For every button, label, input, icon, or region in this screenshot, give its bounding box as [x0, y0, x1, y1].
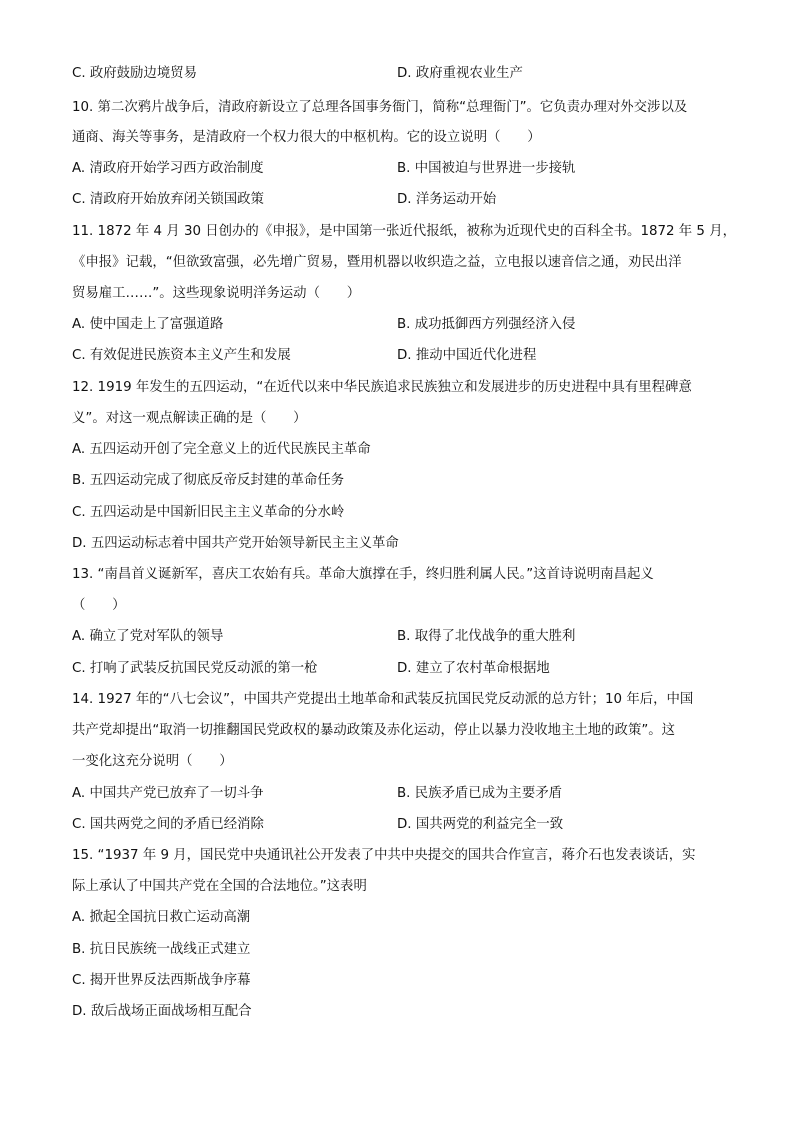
q13-option-a: A. 确立了党对军队的领导 [72, 629, 224, 644]
q14-option-b: B. 民族矛盾已成为主要矛盾 [397, 786, 562, 801]
q15-option-b: B. 抗日民族统一战线正式建立 [72, 942, 251, 957]
q10-option-b: B. 中国被迫与世界进一步接轨 [397, 161, 576, 176]
q12-stem-line-1: 12. 1919 年发生的五四运动，“在近代以来中华民族追求民族独立和发展进步的历史进程中具有里程碑意 [72, 380, 692, 395]
q10-option-c: C. 清政府开始放弃闭关锁国政策 [72, 192, 264, 207]
q10-option-d: D. 洋务运动开始 [397, 192, 497, 207]
q11-stem-line-3: 贸易雇工……”。这些现象说明洋务运动（ ） [72, 286, 361, 301]
q10-stem-line-2: 通商、海关等事务，是清政府一个权力很大的中枢机构。它的设立说明（ ） [72, 130, 541, 145]
q12-stem-line-2: 义”。对这一观点解读正确的是（ ） [72, 411, 307, 426]
q14-option-d: D. 国共两党的利益完全一致 [397, 817, 564, 832]
q13-stem-line-2: （ ） [72, 598, 126, 613]
q13-option-c: C. 打响了武装反抗国民党反动派的第一枪 [72, 661, 318, 676]
q12-option-d: D. 五四运动标志着中国共产党开始领导新民主主义革命 [72, 536, 399, 551]
q11-option-b: B. 成功抵御西方列强经济入侵 [397, 317, 576, 332]
q11-option-a: A. 使中国走上了富强道路 [72, 317, 224, 332]
q11-stem-line-2: 《申报》记载，“但欲致富强，必先增广贸易，暨用机器以收织造之益，立电报以速音信之通，劝民出洋 [72, 255, 682, 270]
q14-option-c: C. 国共两党之间的矛盾已经消除 [72, 817, 264, 832]
q13-stem-line-1: 13. “南昌首义诞新军，喜庆工农始有兵。革命大旗撑在手，终归胜利属人民。”这首诗说明南昌起义 [72, 567, 654, 582]
q15-stem-line-2: 际上承认了中国共产党在全国的合法地位。”这表明 [72, 879, 367, 894]
q10-option-a: A. 清政府开始学习西方政治制度 [72, 161, 264, 176]
q13-option-b: B. 取得了北伐战争的重大胜利 [397, 629, 576, 644]
q15-stem-line-1: 15. “1937 年 9 月，国民党中央通讯社公开发表了中共中央提交的国共合作宣言，蒋介石也发表谈话，实 [72, 848, 696, 863]
q15-option-d: D. 敌后战场正面战场相互配合 [72, 1004, 252, 1019]
q9-option-c: C. 政府鼓励边境贸易 [72, 66, 197, 81]
q12-option-c: C. 五四运动是中国新旧民主主义革命的分水岭 [72, 505, 345, 520]
q9-option-d: D. 政府重视农业生产 [397, 66, 523, 81]
q14-option-a: A. 中国共产党已放弃了一切斗争 [72, 786, 264, 801]
q11-stem-line-1: 11. 1872 年 4 月 30 日创办的《申报》，是中国第一张近代报纸，被称为近现代史的百科全书。1872 年 5 月， [72, 224, 736, 239]
q15-option-a: A. 掀起全国抗日救亡运动高潮 [72, 910, 251, 925]
q12-option-a: A. 五四运动开创了完全意义上的近代民族民主革命 [72, 442, 371, 457]
q10-stem-line-1: 10. 第二次鸦片战争后，清政府新设立了总理各国事务衙门，简称“总理衙门”。它负责办理对外交涉以及 [72, 100, 688, 115]
q14-stem-line-1: 14. 1927 年的“八七会议”，中国共产党提出土地革命和武装反抗国民党反动派的总方针；10 年后，中国 [72, 692, 694, 707]
q11-option-d: D. 推动中国近代化进程 [397, 348, 537, 363]
q11-option-c: C. 有效促进民族资本主义产生和发展 [72, 348, 291, 363]
q15-option-c: C. 揭开世界反法西斯战争序幕 [72, 973, 251, 988]
q12-option-b: B. 五四运动完成了彻底反帝反封建的革命任务 [72, 473, 345, 488]
q14-stem-line-2: 共产党却提出“取消一切推翻国民党政权的暴动政策及赤化运动，停止以暴力没收地主土地的政策”。这 [72, 723, 676, 738]
q13-option-d: D. 建立了农村革命根据地 [397, 661, 550, 676]
q14-stem-line-3: 一变化这充分说明（ ） [72, 754, 233, 769]
